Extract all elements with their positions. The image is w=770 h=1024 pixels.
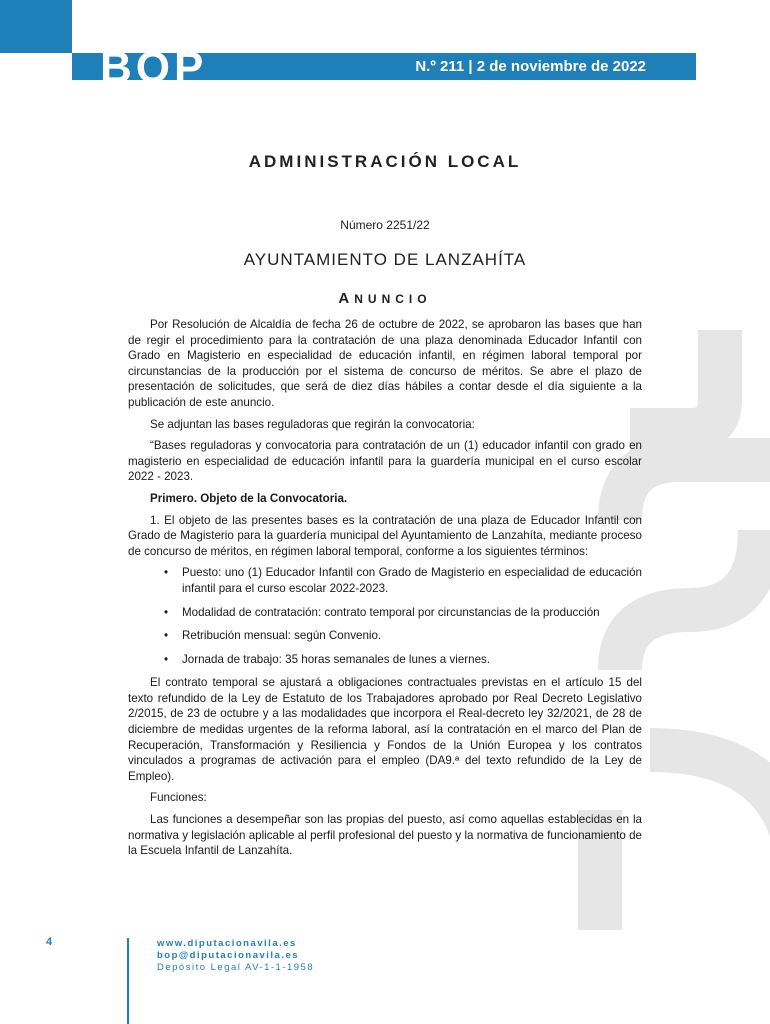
announcement-heading — [0, 290, 770, 307]
bop-logo: BOP — [100, 43, 208, 92]
issue-date: 2 de noviembre de 2022 — [476, 58, 646, 75]
paragraph-contract: El contrato temporal se ajustará a obligaciones contractuales previstas en el artículo 15 del texto refundido de la Ley de Estatuto de los Trabajadores aprobado por Real Decreto Legislativo 2/2015, de 23 de octubre y a las modalidades que incorpora el Real-decreto ley 32/2021, de 28 de diciembre de medidas urgentes de la reforma laboral, así la contratación en el marco del Plan de Recuperación, Transformación y Resiliencia y Fondos de la Unión Europea y los contratos vinculados a programas de activación para el empleo (DA9.ª del texto refundido de la Ley de Empleo). — [128, 676, 642, 783]
list-item-text: Puesto: uno (1) Educador Infantil con Grado de Magisterio en especialidad de educación infantil para el curso escolar 2022-2023. — [182, 566, 642, 595]
issue-info — [415, 58, 646, 75]
paragraph-funciones-label: Funciones: — [150, 791, 207, 805]
issue-separator: | — [468, 58, 473, 75]
bullet-mark: • — [164, 629, 169, 643]
list-item-text: Jornada de trabajo: 35 horas semanales de lunes a viernes. — [182, 652, 491, 666]
footer — [157, 938, 314, 974]
footer-email-link[interactable]: bop@diputacionavila.es — [157, 950, 300, 961]
issue-number: N.º 211 — [415, 58, 465, 75]
paragraph-bases-intro: Se adjuntan las bases reguladoras que regirán la convocatoria: — [150, 417, 475, 431]
bullet-mark: • — [164, 605, 169, 619]
footer-website-link[interactable]: www.diputacionavila.es — [157, 938, 297, 949]
footer-legal-deposit: Depósito Legal AV-1-1-1958 — [157, 962, 315, 973]
terms-list — [128, 565, 642, 667]
footer-divider — [127, 938, 129, 1024]
announcement-heading-rest: NUNCIO — [354, 292, 432, 306]
list-item-text: Retribución mensual: según Convenio. — [182, 629, 382, 643]
paragraph-bases-title: “Bases reguladoras y convocatoria para contratación de un (1) educador infantil con grado en magisterio en especialidad de educación infantil para la guardería municipal en el curso escolar 2022 - 2023. — [128, 439, 642, 484]
header-corner-block — [0, 0, 72, 53]
paragraph-resolution: Por Resolución de Alcaldía de fecha 26 de octubre de 2022, se aprobaron las bases que han de regir el procedimiento para la contratación de una plaza denominada Educador Infantil con Grado en Magisterio en especialidad de educación infantil, en régimen laboral temporal por circunstancias de la producción por el sistema de concurso de méritos. Se abre el plazo de presentación de solicitudes, que será de diez días hábiles a contar desde el día siguiente a la publicación de este anuncio. — [128, 318, 642, 409]
list-item-text: Modalidad de contratación: contrato temporal por circunstancias de la producción — [182, 605, 600, 619]
announcement-number: Número 2251/22 — [340, 218, 430, 232]
entity-name: AYUNTAMIENTO DE LANZAHÍTA — [243, 250, 527, 269]
paragraph-objeto: 1. El objeto de las presentes bases es la contratación de una plaza de Educador Infantil con Grado de Magisterio para la guardería municipal del Ayuntamiento de Lanzahíta, mediante proceso de concurso de méritos, en régimen laboral temporal, conforme a los siguientes términos: — [128, 513, 642, 558]
list-item — [164, 628, 642, 644]
bullet-mark: • — [164, 566, 169, 580]
paragraph-funciones: Las funciones a desempeñar son las propias del puesto, así como aquellas establecidas en la normativa y legislación aplicable al perfil profesional del puesto y la normativa de funcionamiento de la Escuela Infantil de Lanzahíta. — [128, 813, 642, 858]
section-title: ADMINISTRACIÓN LOCAL — [248, 152, 522, 171]
heading-objeto: Primero. Objeto de la Convocatoria. — [150, 491, 348, 505]
announcement-body — [128, 317, 642, 865]
list-item — [164, 652, 642, 668]
list-item — [164, 605, 642, 621]
bullet-mark: • — [164, 652, 169, 666]
page-number: 4 — [46, 936, 53, 948]
list-item — [164, 565, 642, 596]
announcement-heading-initial: A — [338, 290, 355, 307]
